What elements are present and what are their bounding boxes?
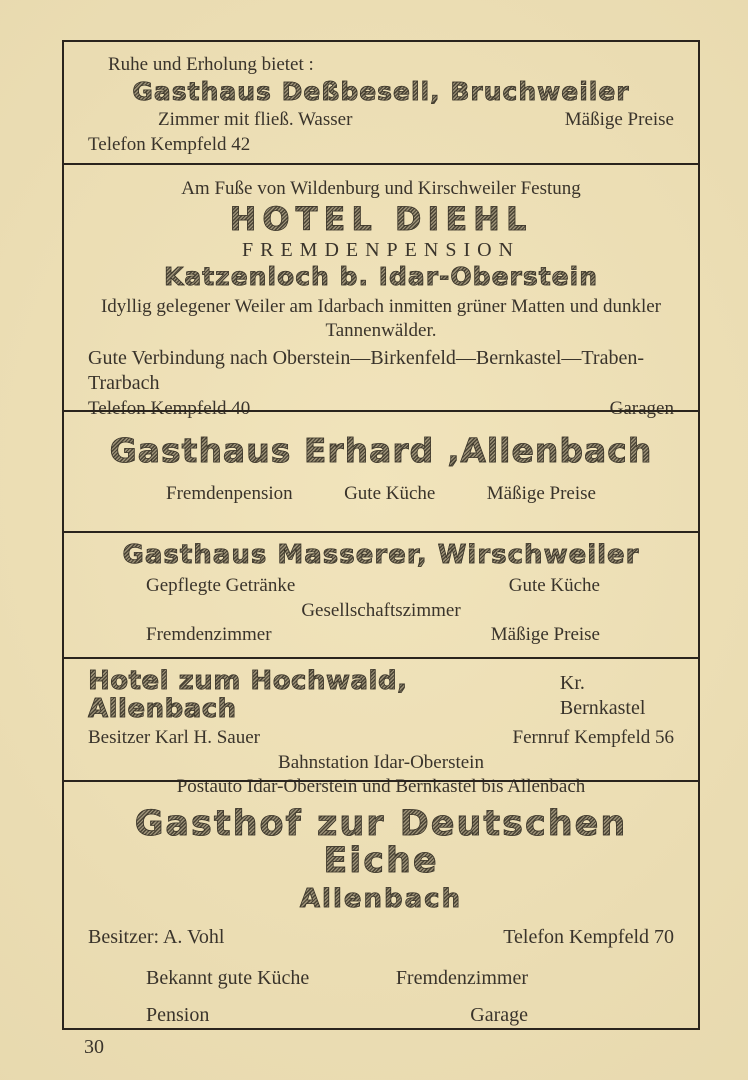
feature-right: Garagen — [609, 397, 674, 419]
feature-left: Zimmer mit fließ. Wasser — [158, 109, 353, 130]
ad-title: Gasthaus Deßbesell, Bruchweiler — [88, 79, 674, 105]
ad-title-suffix: Kr. Bernkastel — [559, 672, 646, 720]
ad-connections: Gute Verbindung nach Oberstein—Birkenfeld—Bernkastel—Traben-Trarbach — [88, 346, 644, 394]
ad-tagline: Am Fuße von Wildenburg und Kirschweiler Festung — [181, 177, 581, 199]
ad-title: Gasthaus Erhard ‚Allenbach — [88, 434, 674, 469]
feature-right: Fremdenzimmer — [395, 967, 528, 989]
ad-subtitle: Allenbach — [88, 886, 674, 913]
phone-line: Fernruf Kempfeld 56 — [512, 726, 674, 748]
feature-right: Garage — [470, 1004, 528, 1026]
feature-left: Pension — [146, 1004, 210, 1026]
feature-right: Mäßige Preise — [490, 624, 600, 646]
station-line: Bahnstation Idar-Oberstein — [278, 751, 484, 773]
feature-row — [88, 108, 674, 132]
feature-row — [88, 623, 674, 647]
phone-line: Telefon Kempfeld 40 — [88, 397, 251, 419]
ad-subtitle: FREMDENPENSION — [241, 239, 521, 262]
ad-description: Idyllig gelegener Weiler am Idarbach inmitten grüner Matten und dunkler Tannenwälder. — [100, 296, 661, 342]
ad-title: HOTEL DIEHL — [88, 203, 674, 237]
feature-right: Mäßige Preise — [564, 109, 674, 130]
phone-line: Telefon Kempfeld 42 — [88, 133, 251, 155]
feature-row — [88, 966, 674, 991]
owner-phone-row — [88, 726, 674, 750]
feature-center: Gesellschaftszimmer — [301, 599, 461, 621]
ad-title: Gasthaus Masserer, Wirschweiler — [88, 542, 674, 569]
feature-item: Gute Küche — [344, 483, 436, 505]
page-border-frame — [62, 40, 700, 1030]
ad-location: Katzenloch b. Idar-Oberstein — [88, 264, 674, 290]
feature-row — [88, 574, 674, 598]
ad-title: Hotel zum Hochwald, Allenbach — [88, 668, 560, 723]
feature-item: Mäßige Preise — [486, 483, 596, 505]
owner-phone-row — [88, 925, 674, 950]
bus-line: Postauto Idar-Oberstein und Bernkastel bis Allenbach — [176, 776, 586, 798]
feature-row — [88, 482, 674, 506]
phone-line: Telefon Kempfeld 70 — [503, 926, 674, 948]
ad-title: Gasthof zur Deutschen Eiche — [88, 806, 674, 880]
feature-item: Fremdenpension — [166, 483, 293, 505]
ad-heading-row — [88, 668, 674, 723]
feature-right: Gute Küche — [508, 574, 600, 596]
owner-line: Besitzer Karl H. Sauer — [88, 726, 260, 748]
ad-hotel-diehl — [64, 163, 698, 419]
ad-gasthaus-masserer — [64, 531, 698, 658]
ad-hotel-hochwald — [64, 657, 698, 798]
ad-gasthaus-dessbesell — [64, 42, 698, 163]
ad-intro-line: Ruhe und Erholung bietet : — [108, 54, 314, 75]
feature-row — [88, 1003, 674, 1028]
ad-gasthof-deutsche-eiche — [64, 780, 698, 1028]
feature-left: Bekannt gute Küche — [146, 967, 310, 989]
feature-left: Fremdenzimmer — [146, 624, 272, 646]
owner-line: Besitzer: A. Vohl — [88, 926, 225, 948]
ad-gasthaus-erhard — [64, 410, 698, 531]
feature-left: Gepflegte Getränke — [146, 574, 296, 596]
page-number: 30 — [84, 1036, 104, 1058]
